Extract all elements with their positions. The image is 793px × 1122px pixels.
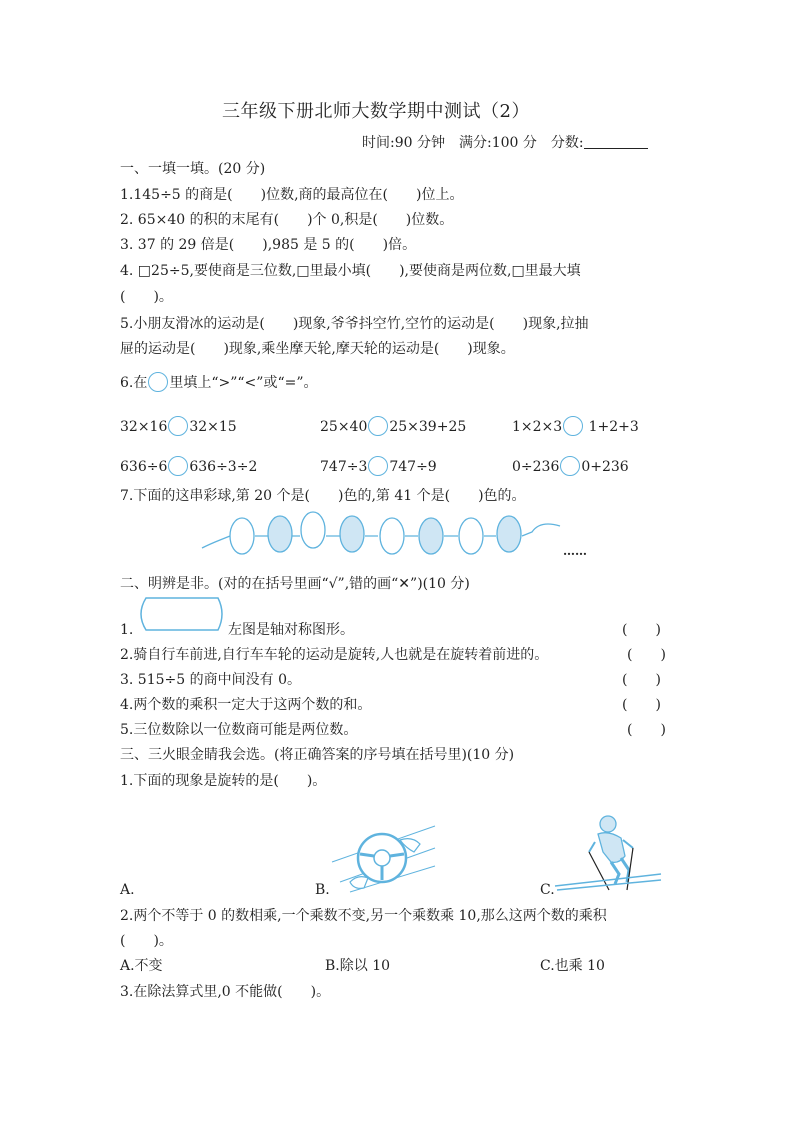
compare-left: 32×16 (120, 419, 168, 435)
s2-item5-text: 5.三位数除以一位数商可能是两位数。 (120, 722, 358, 738)
compare-circle-icon (148, 372, 168, 392)
compare-item (120, 456, 257, 476)
s1-q7: 7.下面的这串彩球,第 20 个是( )色的,第 41 个是( )色的。 (120, 488, 526, 504)
s1-q4-line1: 4. □25÷5,要使商是三位数,□里最小填( ),要使商是两位数,□里最大填 (120, 263, 581, 279)
answer-circle[interactable] (368, 416, 388, 436)
answer-circle[interactable] (168, 456, 188, 476)
s1-q5-line1: 5.小朋友滑冰的运动是( )现象,爷爷抖空竹,空竹的运动是( )现象,拉抽 (120, 316, 589, 332)
exam-meta-text: 时间:90 分钟 满分:100 分 分数: (362, 135, 584, 151)
ball-white (230, 518, 254, 554)
compare-item (512, 456, 629, 476)
compare-right: 1+2+3 (584, 419, 639, 435)
s1-q6-prefix: 6.在 (120, 375, 148, 391)
s1-q5-line2: 屉的运动是( )现象,乘坐摩天轮,摩天轮的运动是( )现象。 (120, 341, 515, 357)
s1-q6 (120, 372, 318, 392)
s1-q3: 3. 37 的 29 倍是( ),985 是 5 的( )倍。 (120, 237, 417, 253)
compare-item (120, 416, 237, 436)
s2-item2-mark[interactable]: ( ) (627, 647, 666, 663)
s3-q1-option-a[interactable]: A. (120, 882, 135, 898)
s3-q2-line1: 2.两个不等于 0 的数相乘,一个乘数不变,另一个乘数乘 10,那么这两个数的乘积 (120, 908, 607, 924)
s2-item4-text: 4.两个数的乘积一定大于这两个数的和。 (120, 697, 372, 713)
answer-circle[interactable] (368, 456, 388, 476)
page-title: 三年级下册北师大数学期中测试（2） (222, 101, 530, 122)
s3-q3: 3.在除法算式里,0 不能做( )。 (120, 984, 331, 1000)
s2-item1-text: 左图是轴对称图形。 (228, 622, 354, 638)
s3-q2-option-a[interactable]: A.不变 (120, 958, 163, 974)
s2-item3-text: 3. 515÷5 的商中间没有 0。 (120, 672, 301, 688)
ball-blue (497, 516, 521, 552)
skier-illustration (553, 812, 663, 894)
answer-circle[interactable] (168, 416, 188, 436)
ellipsis: …… (563, 544, 587, 558)
s2-item3-mark[interactable]: ( ) (622, 672, 661, 688)
s2-item1-mark[interactable]: ( ) (622, 622, 661, 638)
compare-item (512, 416, 639, 436)
compare-item (320, 456, 437, 476)
s2-item2-text: 2.骑自行车前进,自行车车轮的运动是旋转,人也就是在旋转着前进的。 (120, 647, 549, 663)
section3-heading: 三、三火眼金睛我会选。(将正确答案的序号填在括号里)(10 分) (120, 747, 515, 763)
answer-circle[interactable] (563, 416, 583, 436)
s1-q6-suffix: 里填上“>”“<”或“=”。 (169, 375, 318, 391)
ball-blue (419, 518, 443, 554)
s3-q1: 1.下面的现象是旋转的是( )。 (120, 773, 327, 789)
score-blank[interactable] (584, 134, 648, 149)
s2-item4-mark[interactable]: ( ) (622, 697, 661, 713)
item-number: 1. (120, 622, 134, 638)
section2-heading: 二、明辨是非。(对的在括号里画“√”,错的画“✕”)(10 分) (120, 576, 470, 592)
compare-item (320, 416, 466, 436)
s3-q1-option-b[interactable]: B. (315, 882, 330, 898)
s1-q4-line2: ( )。 (120, 289, 173, 305)
compare-right: 636÷3÷2 (189, 459, 258, 475)
compare-left: 636÷6 (120, 459, 168, 475)
section1-heading: 一、一填一填。(20 分) (120, 161, 266, 177)
answer-circle[interactable] (560, 456, 580, 476)
s3-q2-option-b[interactable]: B.除以 10 (325, 958, 391, 974)
compare-right: 0+236 (581, 459, 629, 475)
ball-string-illustration (200, 508, 570, 558)
ball-white (301, 512, 325, 548)
shape-figure-illustration (132, 596, 232, 634)
compare-right: 25×39+25 (389, 419, 467, 435)
s1-q1: 1.145÷5 的商是( )位数,商的最高位在( )位上。 (120, 187, 464, 203)
s1-q2: 2. 65×40 的积的末尾有( )个 0,积是( )位数。 (120, 212, 454, 228)
ball-blue (340, 516, 364, 552)
compare-right: 747÷9 (389, 459, 437, 475)
s3-q2-option-c[interactable]: C.也乘 10 (540, 958, 605, 974)
ball-white (380, 518, 404, 554)
ball-white (459, 518, 483, 554)
exam-meta (362, 134, 648, 152)
compare-right: 32×15 (189, 419, 237, 435)
compare-left: 1×2×3 (512, 419, 563, 435)
s3-q2-line2: ( )。 (120, 933, 173, 949)
steering-wheel-illustration (330, 822, 438, 894)
ball-blue (268, 516, 292, 552)
s2-item5-mark[interactable]: ( ) (627, 722, 666, 738)
s3-q1-option-c[interactable]: C. (540, 882, 555, 898)
compare-left: 747÷3 (320, 459, 368, 475)
compare-left: 0÷236 (512, 459, 560, 475)
compare-left: 25×40 (320, 419, 368, 435)
